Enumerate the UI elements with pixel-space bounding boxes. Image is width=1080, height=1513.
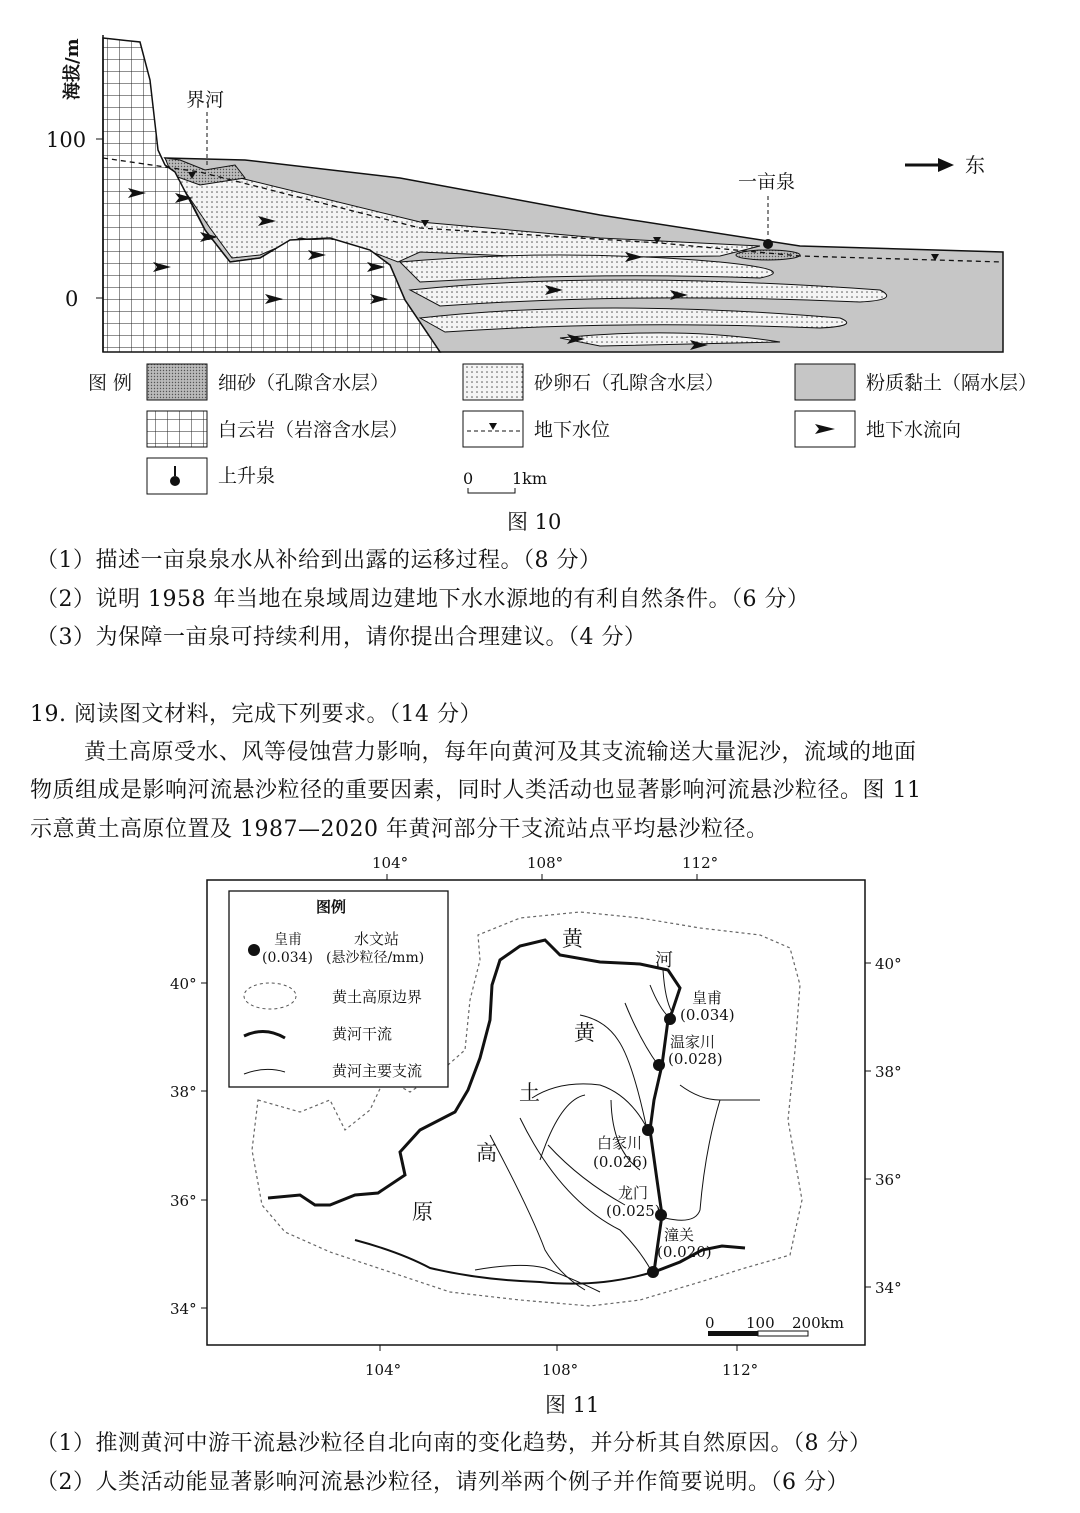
svg-text:100: 100 <box>746 1314 775 1332</box>
river-label: 河 <box>655 950 673 971</box>
station-value: (0.028) <box>668 1050 723 1068</box>
station-name: 温家川 <box>670 1033 716 1051</box>
lat-right: 40° <box>875 955 902 973</box>
clay-swatch <box>795 364 855 400</box>
svg-text:200km: 200km <box>792 1314 844 1332</box>
spring-label: 一亩泉 <box>738 171 796 193</box>
lon-bottom: 112° <box>722 1361 759 1379</box>
legend-flow-direction: 地下水流向 <box>866 419 962 441</box>
station-tongguan-icon <box>647 1266 659 1278</box>
station-baijiachuan-icon <box>642 1124 654 1136</box>
plateau-label: 高 <box>476 1141 497 1165</box>
scale-zero: 0 <box>463 469 474 488</box>
lat-right: 36° <box>875 1171 902 1189</box>
lat-right: 38° <box>875 1063 902 1081</box>
q19-para-line2: 物质组成是影响河流悬沙粒径的重要因素，同时人类活动也显著影响河流悬沙粒径。图 11 <box>30 778 922 803</box>
lon-top: 104° <box>372 854 409 872</box>
q19-para-line1: 黄土高原受水、风等侵蚀营力影响，每年向黄河及其支流输送大量泥沙，流域的地面 <box>84 740 917 765</box>
q19-part1: （1）推测黄河中游干流悬沙粒径自北向南的变化趋势，并分析其自然原因。（8 分） <box>36 1431 872 1456</box>
legend-station-label: 水文站 <box>354 930 400 948</box>
legend-station-label2: (悬沙粒径/mm) <box>326 950 425 966</box>
q18-part3: （3）为保障一亩泉可持续利用，请你提出合理建议。（4 分） <box>36 625 647 650</box>
plateau-label: 原 <box>412 1200 433 1224</box>
station-value: (0.025) <box>606 1202 661 1220</box>
legend-tributary: 黄河主要支流 <box>332 1062 423 1080</box>
svg-text:0: 0 <box>705 1314 715 1332</box>
q19-para-line3: 示意黄土高原位置及 1987—2020 年黄河部分干支流站点平均悬沙粒径。 <box>30 817 769 842</box>
station-value: (0.020) <box>657 1243 712 1261</box>
y-tick-0: 0 <box>65 287 79 311</box>
station-name: 龙门 <box>618 1184 649 1202</box>
spring-swatch <box>147 458 207 494</box>
q18-part2: （2）说明 1958 年当地在泉域周边建地下水水源地的有利自然条件。（6 分） <box>36 587 810 612</box>
legend-gravel: 砂卵石（孔隙含水层） <box>534 372 725 394</box>
legend-silty-clay: 粉质黏土（隔水层） <box>866 372 1038 394</box>
y-tick-100: 100 <box>46 128 87 152</box>
lat-right: 34° <box>875 1279 902 1297</box>
plateau-label: 土 <box>519 1081 540 1105</box>
gravel-swatch <box>463 364 523 400</box>
legend-mainstream: 黄河干流 <box>332 1025 393 1043</box>
figure-11-map <box>150 845 930 1385</box>
station-huangfu-icon <box>664 1013 676 1025</box>
lon-top: 108° <box>527 854 564 872</box>
q19-part2: （2）人类活动能显著影响河流悬沙粒径，请列举两个例子并作简要说明。（6 分） <box>36 1470 849 1495</box>
scale-label: 1km <box>512 469 548 488</box>
east-arrow-icon <box>905 158 954 172</box>
river-label: 黄 <box>562 927 583 951</box>
station-name: 潼关 <box>664 1226 695 1244</box>
lat-left: 40° <box>170 975 197 993</box>
legend-rising-spring: 上升泉 <box>218 465 276 487</box>
station-wenjiachuan-icon <box>653 1059 665 1071</box>
station-value: (0.034) <box>680 1006 735 1024</box>
east-label: 东 <box>965 153 985 177</box>
lon-bottom: 108° <box>542 1361 579 1379</box>
station-name: 皇甫 <box>692 989 723 1007</box>
legend-station-name: 皇甫 <box>274 932 302 948</box>
legend-fine-sand: 细砂（孔隙含水层） <box>218 372 390 394</box>
lat-left: 34° <box>170 1300 197 1318</box>
figure-11-caption: 图 11 <box>545 1393 600 1417</box>
map-legend-title: 图例 <box>316 898 347 916</box>
legend-boundary: 黄土高原边界 <box>332 988 423 1006</box>
jiehe-label: 界河 <box>186 89 225 111</box>
plateau-label: 黄 <box>574 1021 595 1045</box>
lat-left: 36° <box>170 1192 197 1210</box>
y-axis-label: 海拔/m <box>62 38 83 100</box>
legend-dolomite: 白云岩（岩溶含水层） <box>218 419 409 441</box>
figure-10-cross-section <box>0 0 1080 505</box>
q18-part1: （1）描述一亩泉泉水从补给到出露的运移过程。（8 分） <box>36 548 602 573</box>
station-name: 白家川 <box>597 1134 643 1152</box>
legend-station-value: (0.034) <box>262 950 314 966</box>
lat-left: 38° <box>170 1083 197 1101</box>
spring-icon <box>763 239 773 249</box>
legend-title: 图 例 <box>88 372 133 394</box>
q19-title: 19. 阅读图文材料，完成下列要求。（14 分） <box>30 702 482 727</box>
legend-water-table: 地下水位 <box>534 419 611 441</box>
fine-sand-swatch <box>147 364 207 400</box>
map-legend <box>229 891 448 1087</box>
lon-bottom: 104° <box>365 1361 402 1379</box>
lon-top: 112° <box>682 854 719 872</box>
dolomite-swatch <box>147 411 207 447</box>
station-value: (0.026) <box>593 1153 648 1171</box>
figure-10-caption: 图 10 <box>507 510 562 534</box>
